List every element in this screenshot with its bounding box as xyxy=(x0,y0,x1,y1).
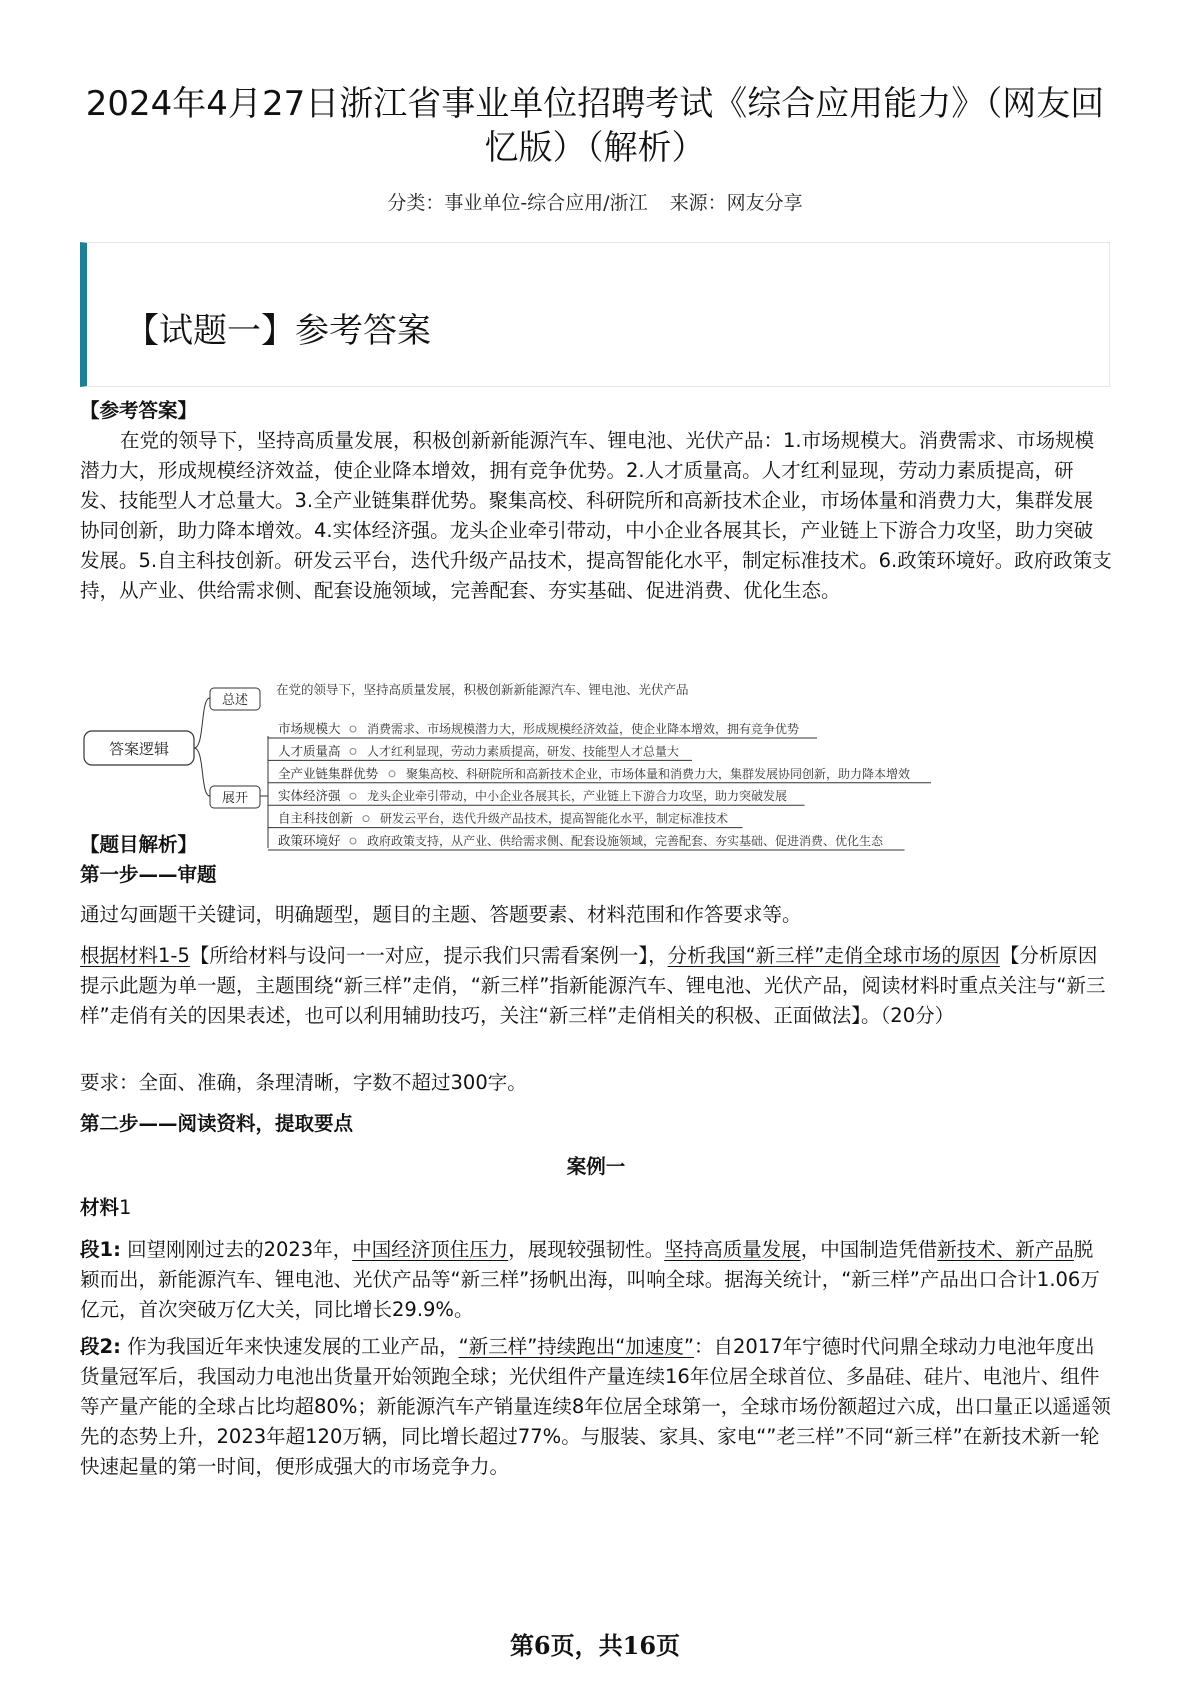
mindmap-item-desc: 研发云平台，迭代升级产品技术，提高智能化水平，制定标准技术 xyxy=(380,811,729,826)
category-label: 分类：事业单位-综合应用/浙江 xyxy=(387,192,648,214)
mindmap-item-desc: 龙头企业牵引带动，中小企业各展其长，产业链上下游合力攻坚，助力突破发展 xyxy=(367,789,788,804)
question-material-range: 根据材料1-5 xyxy=(80,944,190,967)
mindmap-link-summary xyxy=(194,698,210,748)
paragraph-2-label: 段2: xyxy=(80,1335,121,1358)
paragraph-1-underline-a: 中国经济顶住压力 xyxy=(352,1238,509,1261)
answer-body: 在党的领导下，坚持高质量发展，积极创新新能源汽车、锂电池、光伏产品：1.市场规模大。消费需求、市场规模潜力大，形成规模经济效益，使企业降本增效，拥有竞争优势。2.人才质量高。人才红利显现，劳动力素质提高，研发、技能型人才总量大。3.全产业链集群优势。聚集高校、科研院所和高新技术企业，市场体量和消费力大，集群发展协同创新，助力降本增效。4.实体经济强。龙头企业牵引带动，中小企业各展其长，产业链上下游合力攻坚，助力突破发展。5.自主科技创新。研发云平台，迭代升级产品技术，提高智能化水平，制定标准技术。6.政策环境好。政府政策支持，从产业、供给需求侧、配套设施领域，完善配套、夯实基础、促进消费、优化生态。 xyxy=(80,429,1112,602)
mindmap-item-desc: 人才红利显现，劳动力素质提高，研发、技能型人才总量大 xyxy=(367,744,680,759)
paragraph-1-text-a: 回望刚刚过去的2023年， xyxy=(127,1238,353,1261)
mindmap-item-dot xyxy=(350,726,356,732)
mindmap-expand-label: 展开 xyxy=(221,791,249,806)
mindmap-item-key: 政策环境好 xyxy=(278,833,341,848)
mindmap-item-desc: 聚集高校、科研院所和高新技术企业，市场体量和消费力大，集群发展协同创新，助力降本增效 xyxy=(406,766,911,781)
paragraph-1-underline-b: 坚持高质量发展 xyxy=(664,1238,801,1261)
case-title: 案例一 xyxy=(566,1155,626,1178)
material-number: 1 xyxy=(119,1196,132,1219)
meta-line xyxy=(0,188,1190,215)
mindmap-item xyxy=(268,743,692,760)
requirement-text: 要求：全面、准确，条理清晰，字数不超过300字。 xyxy=(80,1071,527,1094)
mindmap-item xyxy=(268,721,817,738)
page-footer: 第6页，共16页 xyxy=(509,1631,681,1660)
mindmap-item-dot xyxy=(350,748,356,754)
answer-label: 【参考答案】 xyxy=(80,399,198,422)
mindmap-item xyxy=(268,766,931,783)
material-label: 材料 xyxy=(80,1196,120,1219)
source-label: 来源：网友分享 xyxy=(669,192,803,214)
analysis-label: 【题目解析】 xyxy=(80,833,198,856)
paragraph-1 xyxy=(80,1235,1112,1325)
question-topic: 分析我国“新三样”走俏全球市场的原因 xyxy=(667,944,1000,967)
mindmap-item-key: 全产业链集群优势 xyxy=(278,765,379,781)
step2-heading: 第二步——阅读资料，提取要点 xyxy=(80,1112,354,1135)
mindmap-root: 答案逻辑 xyxy=(108,740,170,758)
mindmap-item-dot xyxy=(350,793,356,799)
mindmap-item xyxy=(268,788,805,805)
mindmap-item-dot xyxy=(389,771,395,777)
paragraph-2-text-b: ：自2017年宁德时代问鼎全球动力电池年度出货量冠军后，我国动力电池出货量开始领跑全球；光伏组件产量连续16年位居全球首位、多晶硅、硅片、电池片、组件等产量产能的全球占比均超80%；新能源汽车产销量连续8年位居全球第一，全球市场份额超过六成，出口量正以遥遥领先的态势上升，2023年超120万辆，同比增长超过77%。与服装、家具、家电“”老三样”不同“新三样”在新技术新一轮快速起量的第一时间，便形成强大的市场竞争力。 xyxy=(80,1335,1111,1478)
mindmap-item-key: 实体经济强 xyxy=(278,788,341,804)
paragraph-2-underline: “新三样”持续跑出“加速度” xyxy=(458,1335,695,1358)
analysis-section xyxy=(80,830,1112,890)
question-paragraph xyxy=(80,941,1112,1031)
mindmap-item-key: 市场规模大 xyxy=(278,721,341,736)
question-heading: 【试题一】参考答案 xyxy=(125,311,431,351)
mindmap-item-desc: 政府政策支持，从产业、供给需求侧、配套设施领域，完善配套、夯实基础、促进消费、优化生态 xyxy=(367,834,884,848)
paragraph-1-text-c: ，中国制造凭借 xyxy=(800,1238,938,1261)
mindmap-summary-text: 在党的领导下，坚持高质量发展，积极创新新能源汽车、锂电池、光伏产品 xyxy=(276,682,689,697)
question-note-1: 【所给材料与设问一一对应，提示我们只需看案例一】， xyxy=(189,944,668,967)
mindmap-link-expand xyxy=(194,748,210,796)
mindmap-item-desc: 消费需求、市场规模潜力大，形成规模经济效益，使企业降本增效，拥有竞争优势 xyxy=(367,722,800,736)
step1-text: 通过勾画题干关键词，明确题型，题目的主题、答题要素、材料范围和作答要求等。 xyxy=(80,903,802,926)
step1-heading: 第一步——审题 xyxy=(80,863,217,886)
mindmap-item-key: 人才质量高 xyxy=(278,743,341,759)
mindmap-item xyxy=(268,811,743,828)
material-heading xyxy=(80,1193,1112,1223)
paragraph-1-underline-c: 新技术、新产品 xyxy=(937,1238,1074,1261)
page-title: 2024年4月27日浙江省事业单位招聘考试《综合应用能力》（网友回忆版）（解析） xyxy=(85,84,1105,168)
question-heading-box xyxy=(80,242,1110,387)
paragraph-2 xyxy=(80,1332,1112,1482)
answer-section xyxy=(80,396,1112,606)
paragraph-2-text-a: 作为我国近年来快速发展的工业产品， xyxy=(127,1335,459,1358)
mindmap-summary-label: 总述 xyxy=(221,693,249,708)
paragraph-1-text-d: 脱颖而出，新能源汽车、锂电池、光伏产品等“新三样”扬帆出海，叫响全球。据海关统计，“新三样”产品出口合计1.06万亿元，首次突破万亿大关，同比增长29.9%。 xyxy=(80,1238,1100,1321)
question-note-2: 【分析原因提示此题为单一题，主题围绕“新三样”走俏，“新三样”指新能源汽车、锂电池、光伏产品，阅读材料时重点关注与“新三样”走俏有关的因果表述，也可以利用辅助技巧，关注“新三样”走俏相关的积极、正面做法】。（20分） xyxy=(80,944,1106,1027)
paragraph-1-text-b: ，展现较强韧性。 xyxy=(508,1238,665,1261)
mindmap-item-dot xyxy=(363,816,369,822)
paragraph-1-label: 段1: xyxy=(80,1238,121,1261)
mindmap-item-key: 自主科技创新 xyxy=(278,810,354,826)
